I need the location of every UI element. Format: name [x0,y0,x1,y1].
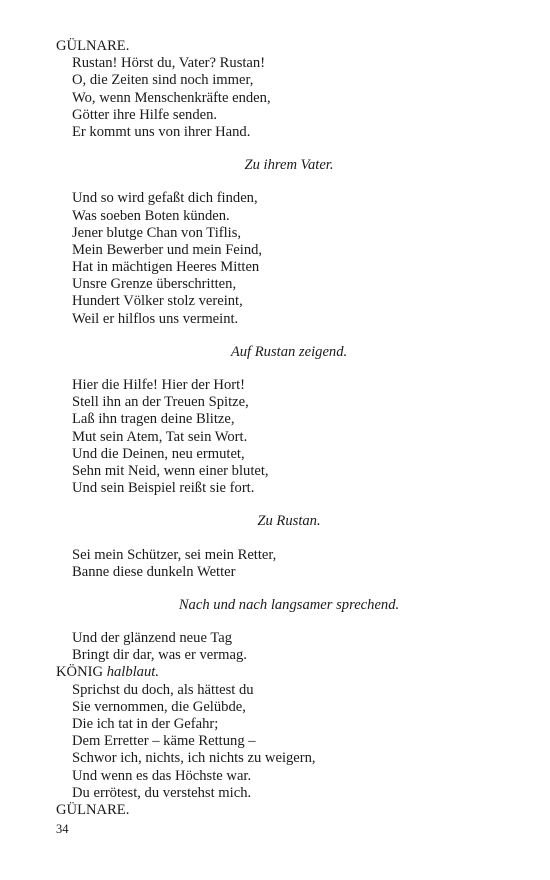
verse-line: Hier die Hilfe! Hier der Hort! [72,377,246,393]
verse-line: Wo, wenn Menschenkräfte enden, [72,89,271,106]
play-text [56,38,496,819]
verse-block-1 [56,55,496,141]
verse-block-4 [56,547,496,581]
verse-line: Mut sein Atem, Tat sein Wort. [72,428,248,445]
speaker-name: GÜLNARE. [56,801,130,818]
verse-line: Die ich tat in der Gefahr; [72,716,219,732]
verse-block-5 [56,630,496,664]
verse-block-6 [56,682,496,802]
verse-line: Bringt dir dar, was er vermag. [72,647,247,664]
stage-direction: Auf Rustan zeigend. [230,343,348,360]
verse-line: Sprichst du doch, als hättest du [72,681,254,698]
verse-line: Hat in mächtigen Heeres Mitten [72,259,260,276]
verse-line: Stell ihn an der Treuen Spitze, [72,394,249,411]
verse-line: Laß ihn tragen deine Blitze, [72,411,235,428]
verse-line: Götter ihre Hilfe senden. [72,106,218,123]
verse-line: Weil er hilflos uns vermeint. [72,310,239,327]
speaker-direction: halblaut. [106,664,159,681]
verse-line: Und der glänzend neue Tag [72,630,232,647]
verse-line: Was soeben Boten künden. [72,207,230,224]
speaker-name: GÜLNARE. [56,38,130,54]
stage-direction: Zu ihrem Vater. [244,157,334,174]
verse-line: Banne diese dunkeln Wetter [72,563,236,580]
page-number: 34 [56,822,69,836]
stage-direction: Zu Rustan. [257,513,321,530]
verse-line: Dem Erretter – käme Rettung – [72,733,256,750]
verse-line: Und wenn es das Höchste war. [72,767,252,784]
verse-line: Mein Bewerber und mein Feind, [72,241,263,258]
verse-line: Schwor ich, nichts, ich nichts zu weigern, [72,750,316,767]
verse-block-3 [56,377,496,497]
verse-block-2 [56,190,496,328]
stage-direction: Nach und nach langsamer sprechend. [178,596,400,613]
verse-line: Hundert Völker stolz vereint, [72,293,243,310]
verse-line: Unsre Grenze überschritten, [72,276,237,293]
verse-line: Er kommt uns von ihrer Hand. [72,123,251,140]
speaker-line [56,664,496,681]
verse-line: Du errötest, du verstehst mich. [72,784,252,801]
verse-line: Und sein Beispiel reißt sie fort. [72,480,255,497]
speaker-name: KÖNIG [56,664,104,681]
verse-line: Jener blutge Chan von Tiflis, [72,224,242,241]
verse-line: Rustan! Hörst du, Vater? Rustan! [72,55,266,72]
verse-line: Sie vernommen, die Gelübde, [72,698,246,715]
verse-line: O, die Zeiten sind noch immer, [72,72,254,89]
verse-line: Und so wird gefaßt dich finden, [72,190,258,207]
verse-line: Sei mein Schützer, sei mein Retter, [72,546,277,563]
verse-line: Sehn mit Neid, wenn einer blutet, [72,462,269,479]
verse-line: Und die Deinen, neu ermutet, [72,445,245,462]
